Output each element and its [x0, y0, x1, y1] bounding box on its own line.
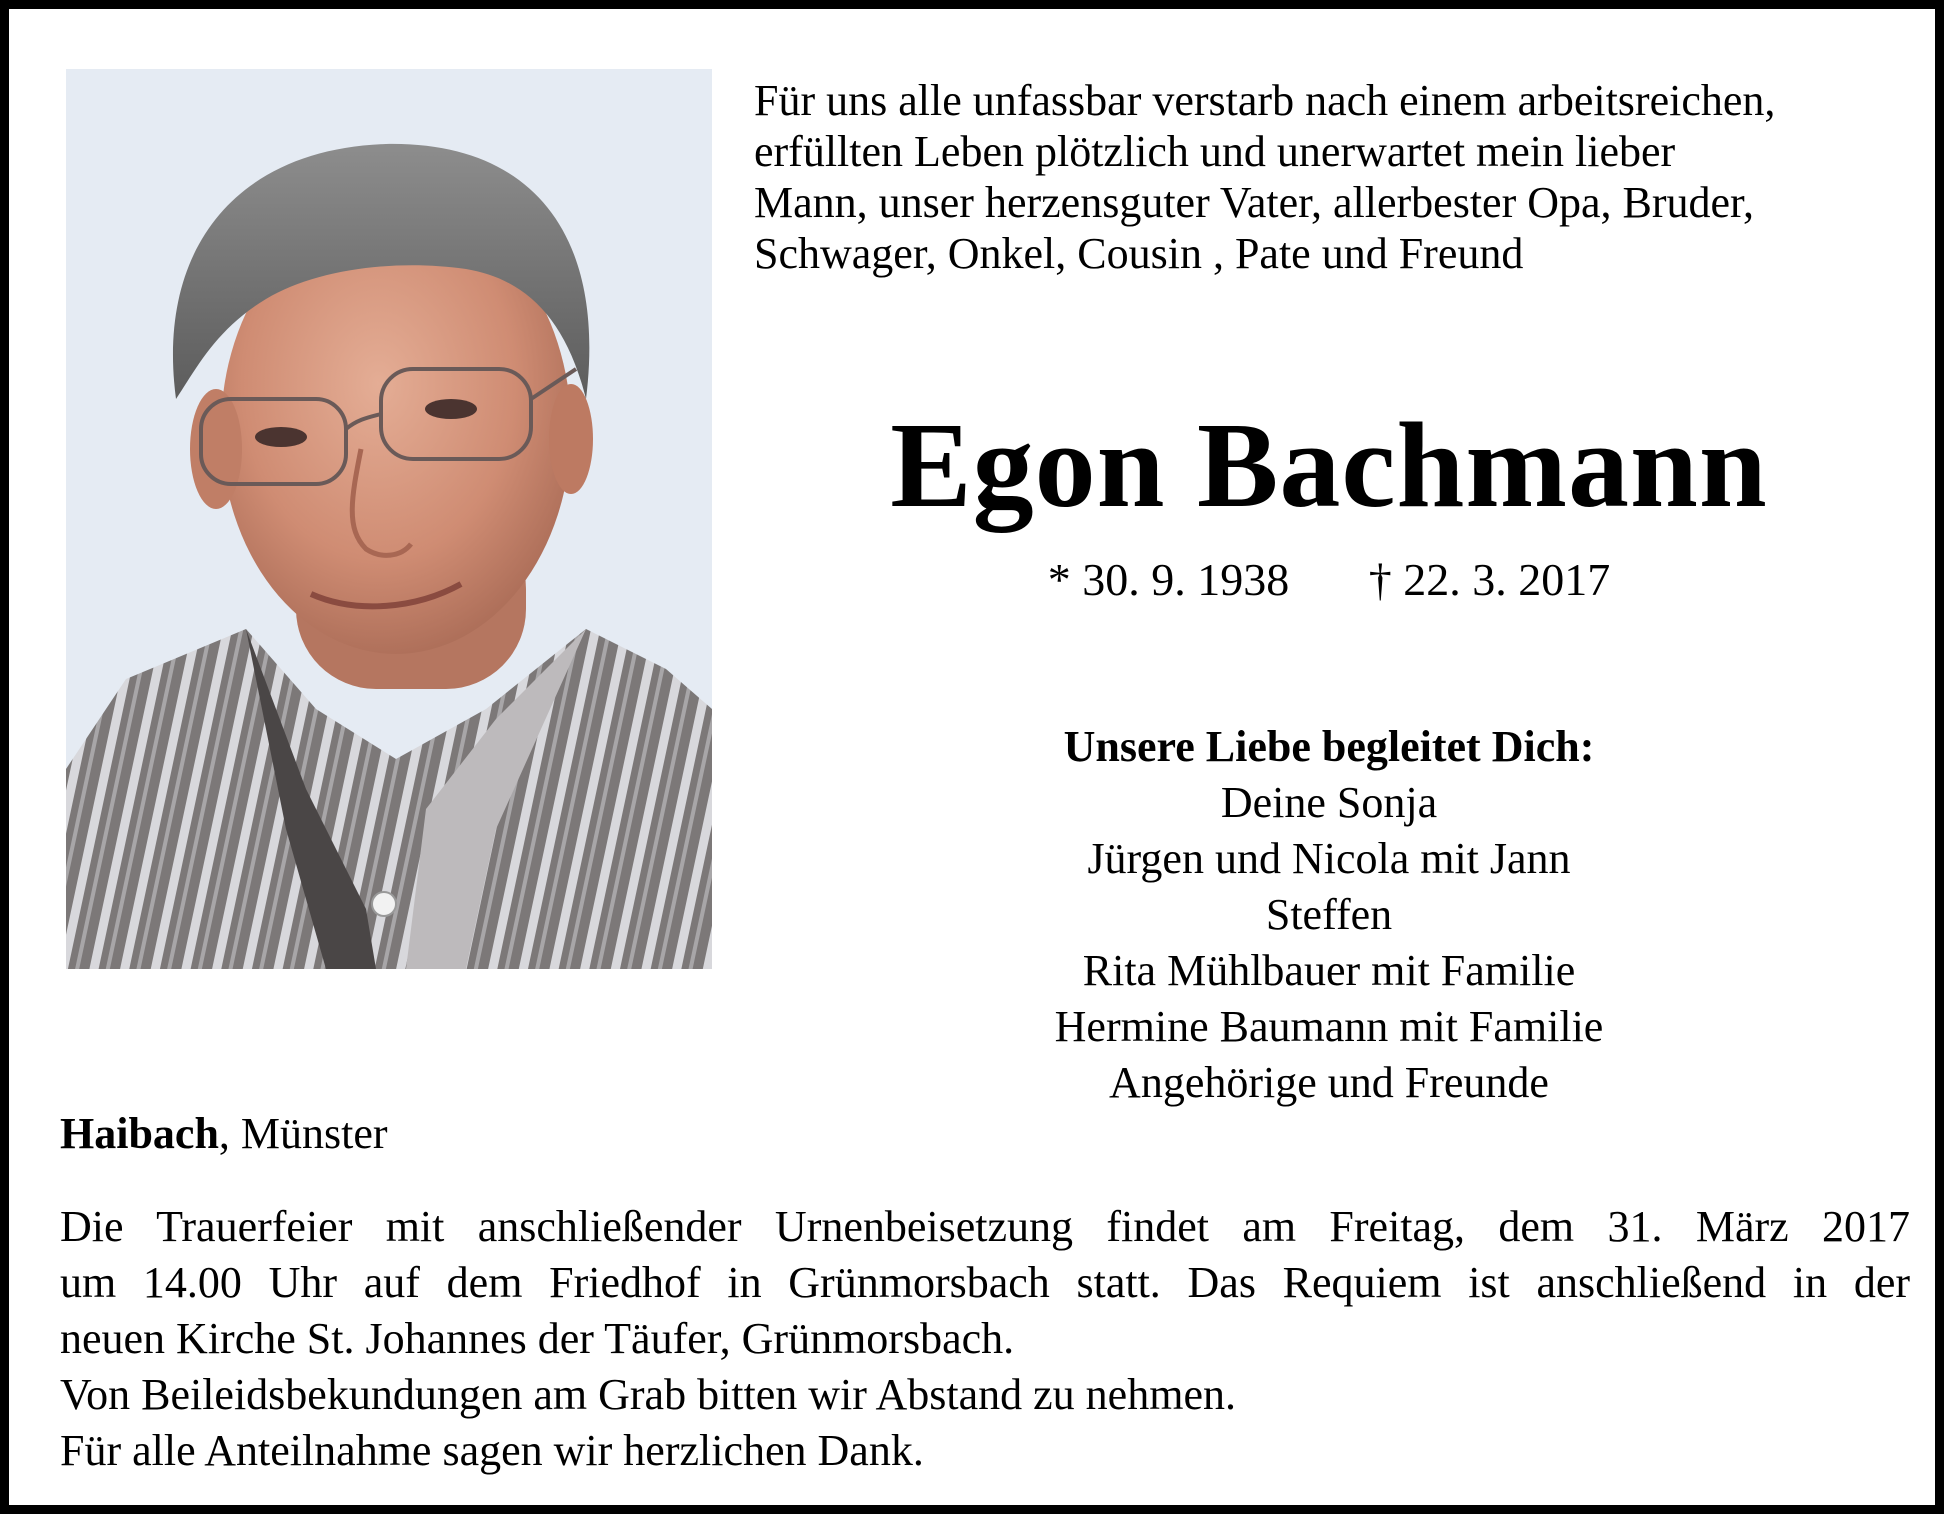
mourner-entry: Jürgen und Nicola mit Jann [1087, 834, 1571, 883]
intro-line: Mann, unser herzensguter Vater, allerbester Opa, Bruder, [754, 178, 1754, 227]
mourner-entry: Deine Sonja [1220, 778, 1438, 827]
birth-date: * 30. 9. 1938 [1047, 554, 1290, 605]
place-bold: Haibach [60, 1109, 219, 1158]
place-line [60, 1107, 388, 1161]
place-rest: , Münster [218, 1109, 388, 1158]
service-line: um 14.00 Uhr auf dem Friedhof in Grünmorsbach statt. Das Requiem ist anschließend in der [60, 1258, 1910, 1307]
intro-line: Schwager, Onkel, Cousin , Pate und Freund [754, 229, 1524, 278]
mourners-heading: Unsere Liebe begleitet Dich: [1063, 722, 1595, 771]
intro-line: Für uns alle unfassbar verstarb nach einem arbeitsreichen, [754, 76, 1776, 125]
service-info [60, 1199, 1910, 1479]
intro-line: erfüllten Leben plötzlich und unerwartet mein lieber [754, 127, 1676, 176]
service-line: Die Trauerfeier mit anschließender Urnenbeisetzung findet am Freitag, dem 31. März 2017 [60, 1202, 1910, 1251]
service-line: Von Beileidsbekundungen am Grab bitten wir Abstand zu nehmen. [60, 1370, 1236, 1419]
intro-text [754, 75, 1904, 279]
mourner-entry: Rita Mühlbauer mit Familie [1082, 946, 1576, 995]
service-line: neuen Kirche St. Johannes der Täufer, Grünmorsbach. [60, 1314, 1015, 1363]
mourner-entry: Hermine Baumann mit Familie [1054, 1002, 1604, 1051]
life-dates [754, 553, 1904, 607]
deceased-name: Egon Bachmann [890, 398, 1768, 533]
service-line: Für alle Anteilnahme sagen wir herzlichen Dank. [60, 1426, 924, 1475]
portrait-photo [66, 69, 712, 969]
death-date: † 22. 3. 2017 [1368, 554, 1611, 605]
portrait-illustration [66, 69, 712, 969]
mourner-entry: Steffen [1265, 890, 1393, 939]
mourner-entry: Angehörige und Freunde [1109, 1058, 1549, 1107]
mourners-list [754, 719, 1904, 1111]
